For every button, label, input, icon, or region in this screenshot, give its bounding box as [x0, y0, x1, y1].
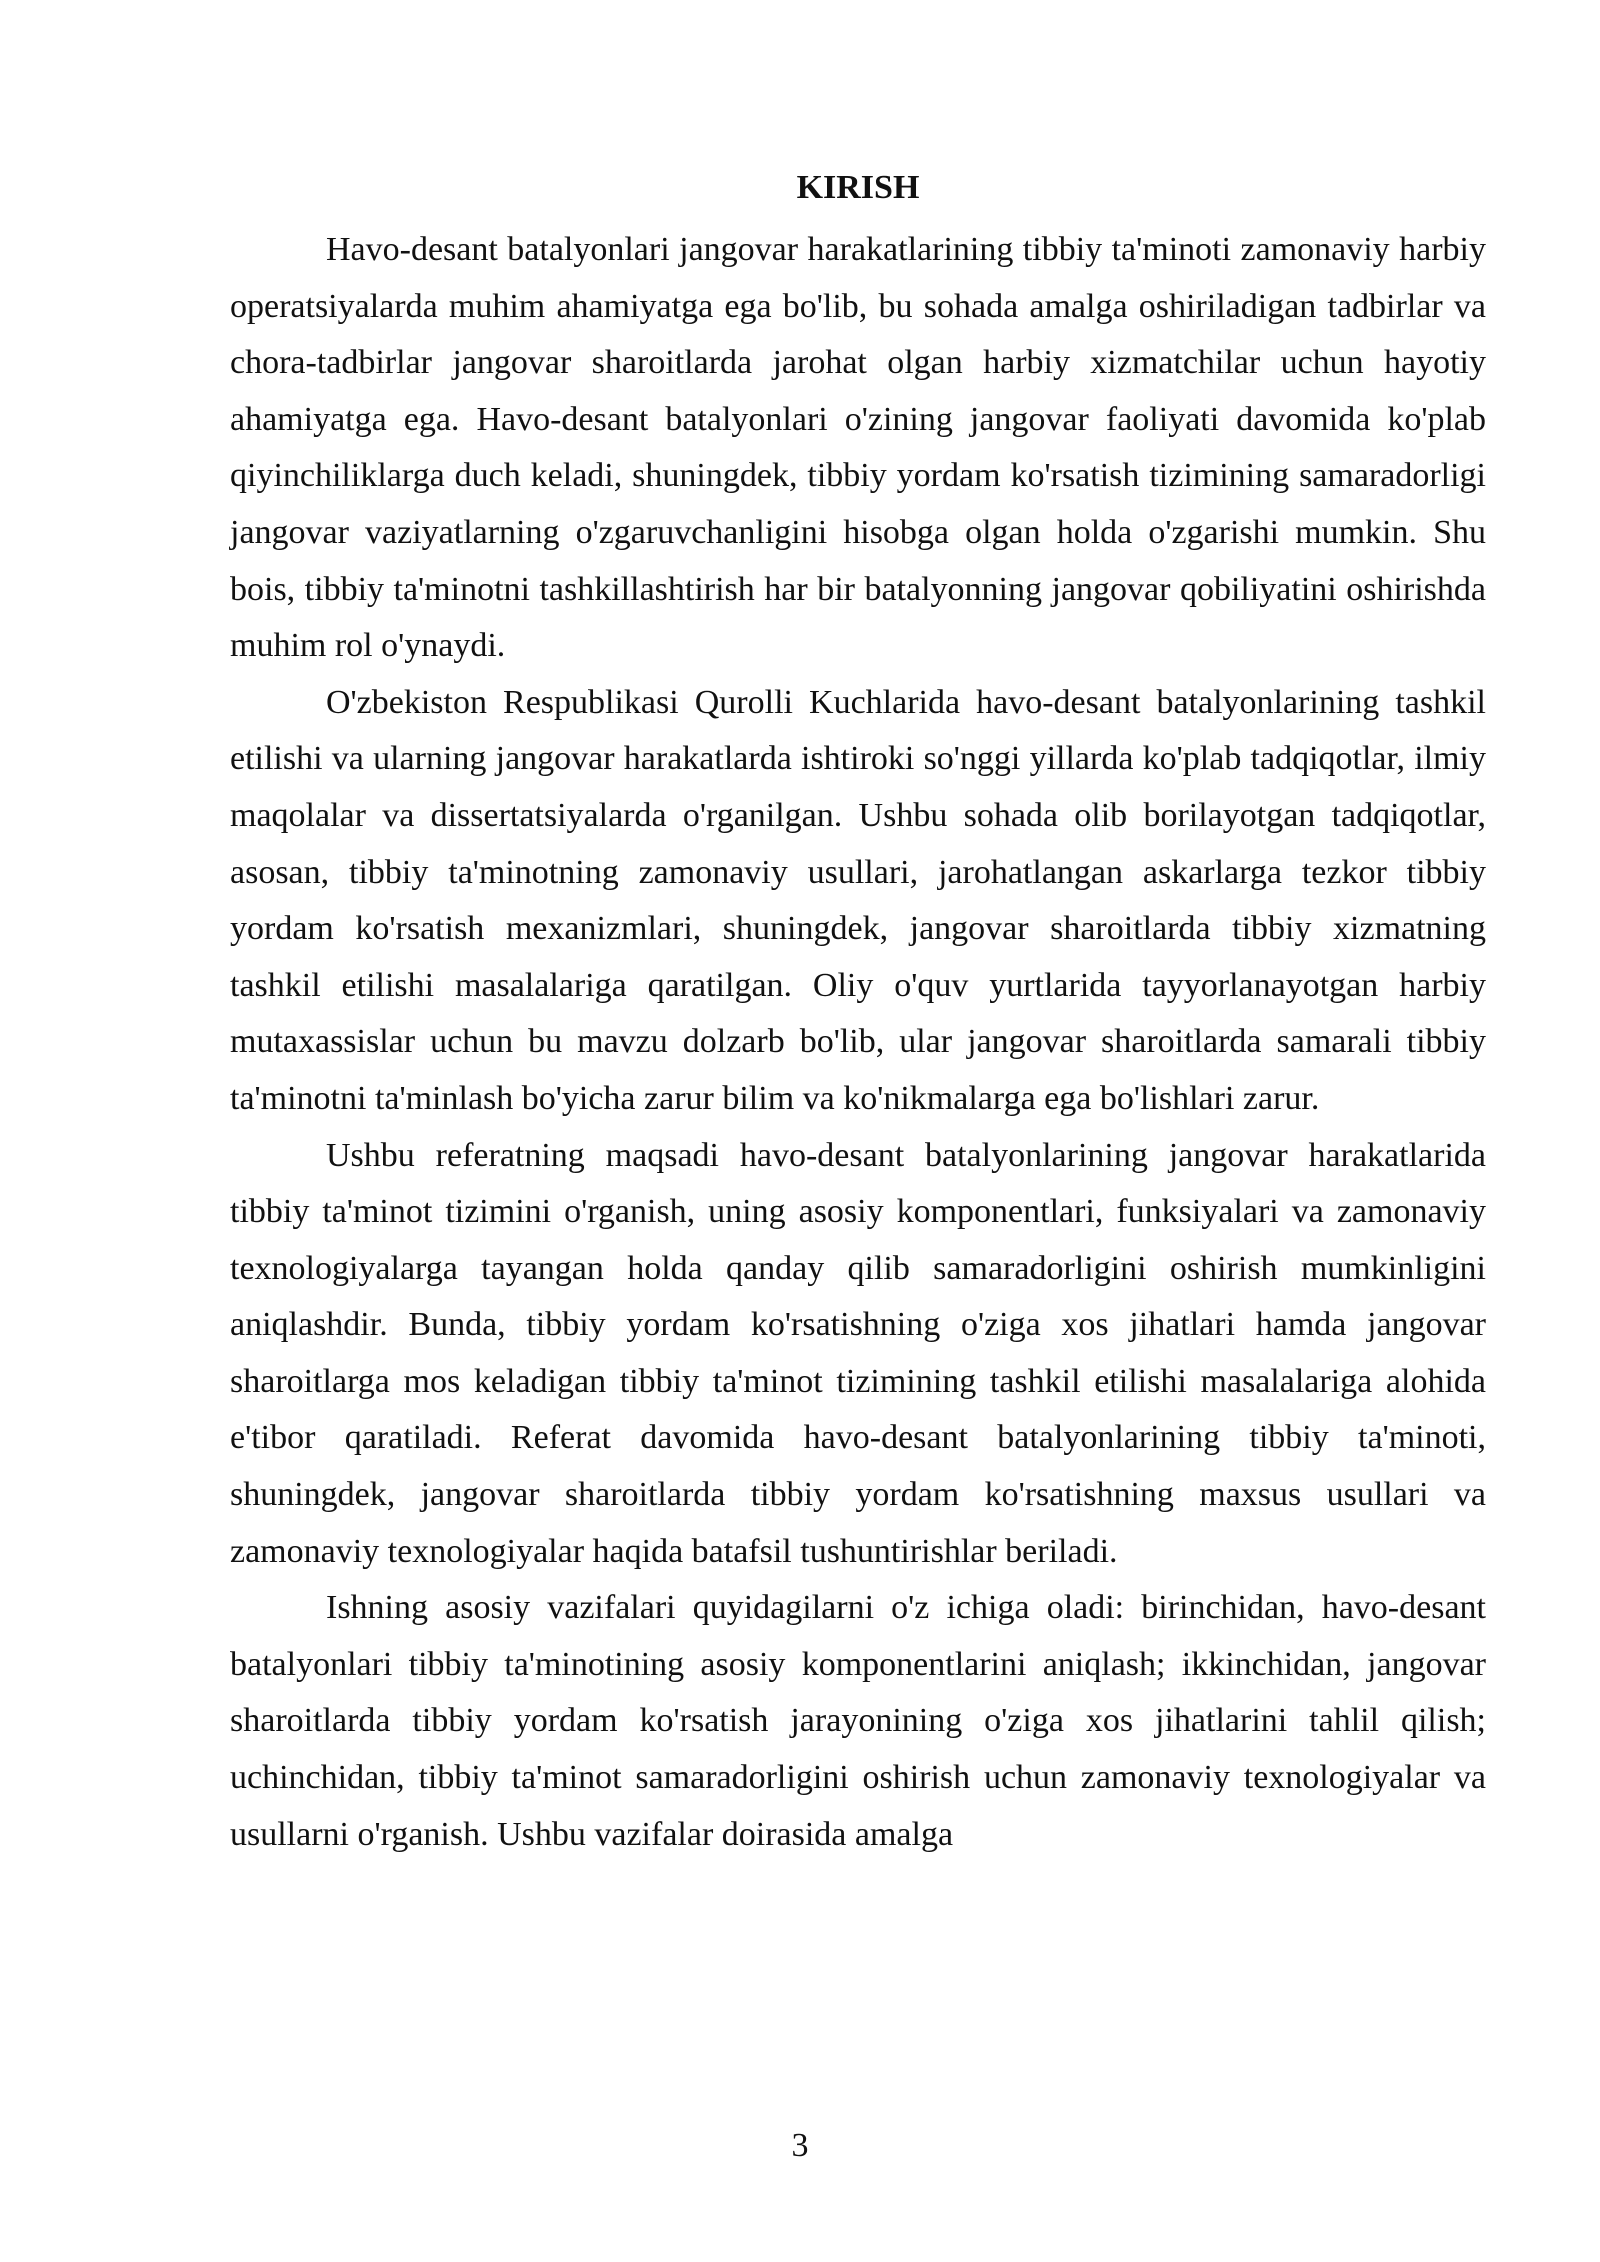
paragraph-3: Ushbu referatning maqsadi havo-desant batalyonlarining jangovar harakatlarida tibbiy ta'minot tizimini o'rganish, uning asosiy komponentlari, funksiyalari va zamonaviy texnologiyalarga tayangan holda qanday qilib samaradorligini oshirish mumkinligini aniqlashdir. Bunda, tibbiy yordam ko'rsatishning o'ziga xos jihatlari hamda jangovar sharoitlarga mos keladigan tibbiy ta'minot tizimining tashkil etilishi masalalariga alohida e'tibor qaratiladi. Referat davomida havo-desant batalyonlarining tibbiy ta'minoti, shuningdek, jangovar sharoitlarda tibbiy yordam ko'rsatishning maxsus usullari va zamonaviy texnologiyalar haqida batafsil tushuntirishlar beriladi.	[230, 1136, 1486, 1570]
page-content	[230, 160, 1486, 1863]
paragraph-2: O'zbekiston Respublikasi Qurolli Kuchlarida havo-desant batalyonlarining tashkil etilishi va ularning jangovar harakatlarda ishtiroki so'nggi yillarda ko'plab tadqiqotlar, ilmiy maqolalar va dissertatsiyalarda o'rganilgan. Ushbu sohada olib borilayotgan tadqiqotlar, asosan, tibbiy ta'minotning zamonaviy usullari, jarohatlangan askarlarga tezkor tibbiy yordam ko'rsatish mexanizmlari, shuningdek, jangovar sharoitlarda tibbiy xizmatning tashkil etilishi masalalariga qaratilgan. Oliy o'quv yurtlarida tayyorlanayotgan harbiy mutaxassislar uchun bu mavzu dolzarb bo'lib, ular jangovar sharoitlarda samarali tibbiy ta'minotni ta'minlash bo'yicha zarur bilim va ko'nikmalarga ega bo'lishlari zarur.	[230, 683, 1486, 1117]
page-number: 3	[791, 2127, 809, 2164]
section-title: KIRISH	[796, 169, 920, 206]
paragraph-1: Havo-desant batalyonlari jangovar harakatlarining tibbiy ta'minoti zamonaviy harbiy operatsiyalarda muhim ahamiyatga ega bo'lib, bu sohada amalga oshiriladigan tadbirlar va chora-tadbirlar jangovar sharoitlarda jarohat olgan harbiy xizmatchilar uchun hayotiy ahamiyatga ega. Havo-desant batalyonlari o'zining jangovar faoliyati davomida ko'plab qiyinchiliklarga duch keladi, shuningdek, tibbiy yordam ko'rsatish tizimining samaradorligi jangovar vaziyatlarning o'zgaruvchanligini hisobga olgan holda o'zgarishi mumkin. Shu bois, tibbiy ta'minotni tashkillashtirish har bir batalyonning jangovar qobiliyatini oshirishda muhim rol o'ynaydi.	[230, 231, 1486, 665]
paragraph-4: Ishning asosiy vazifalari quyidagilarni o'z ichiga oladi: birinchidan, havo-desant batalyonlari tibbiy ta'minotining asosiy komponentlarini aniqlash; ikkinchidan, jangovar sharoitlarda tibbiy yordam ko'rsatish jarayonining o'ziga xos jihatlarini tahlil qilish; uchinchidan, tibbiy ta'minot samaradorligini oshirish uchun zamonaviy texnologiyalar va usullarni o'rganish. Ushbu vazifalar doirasida amalga	[230, 1589, 1486, 1853]
